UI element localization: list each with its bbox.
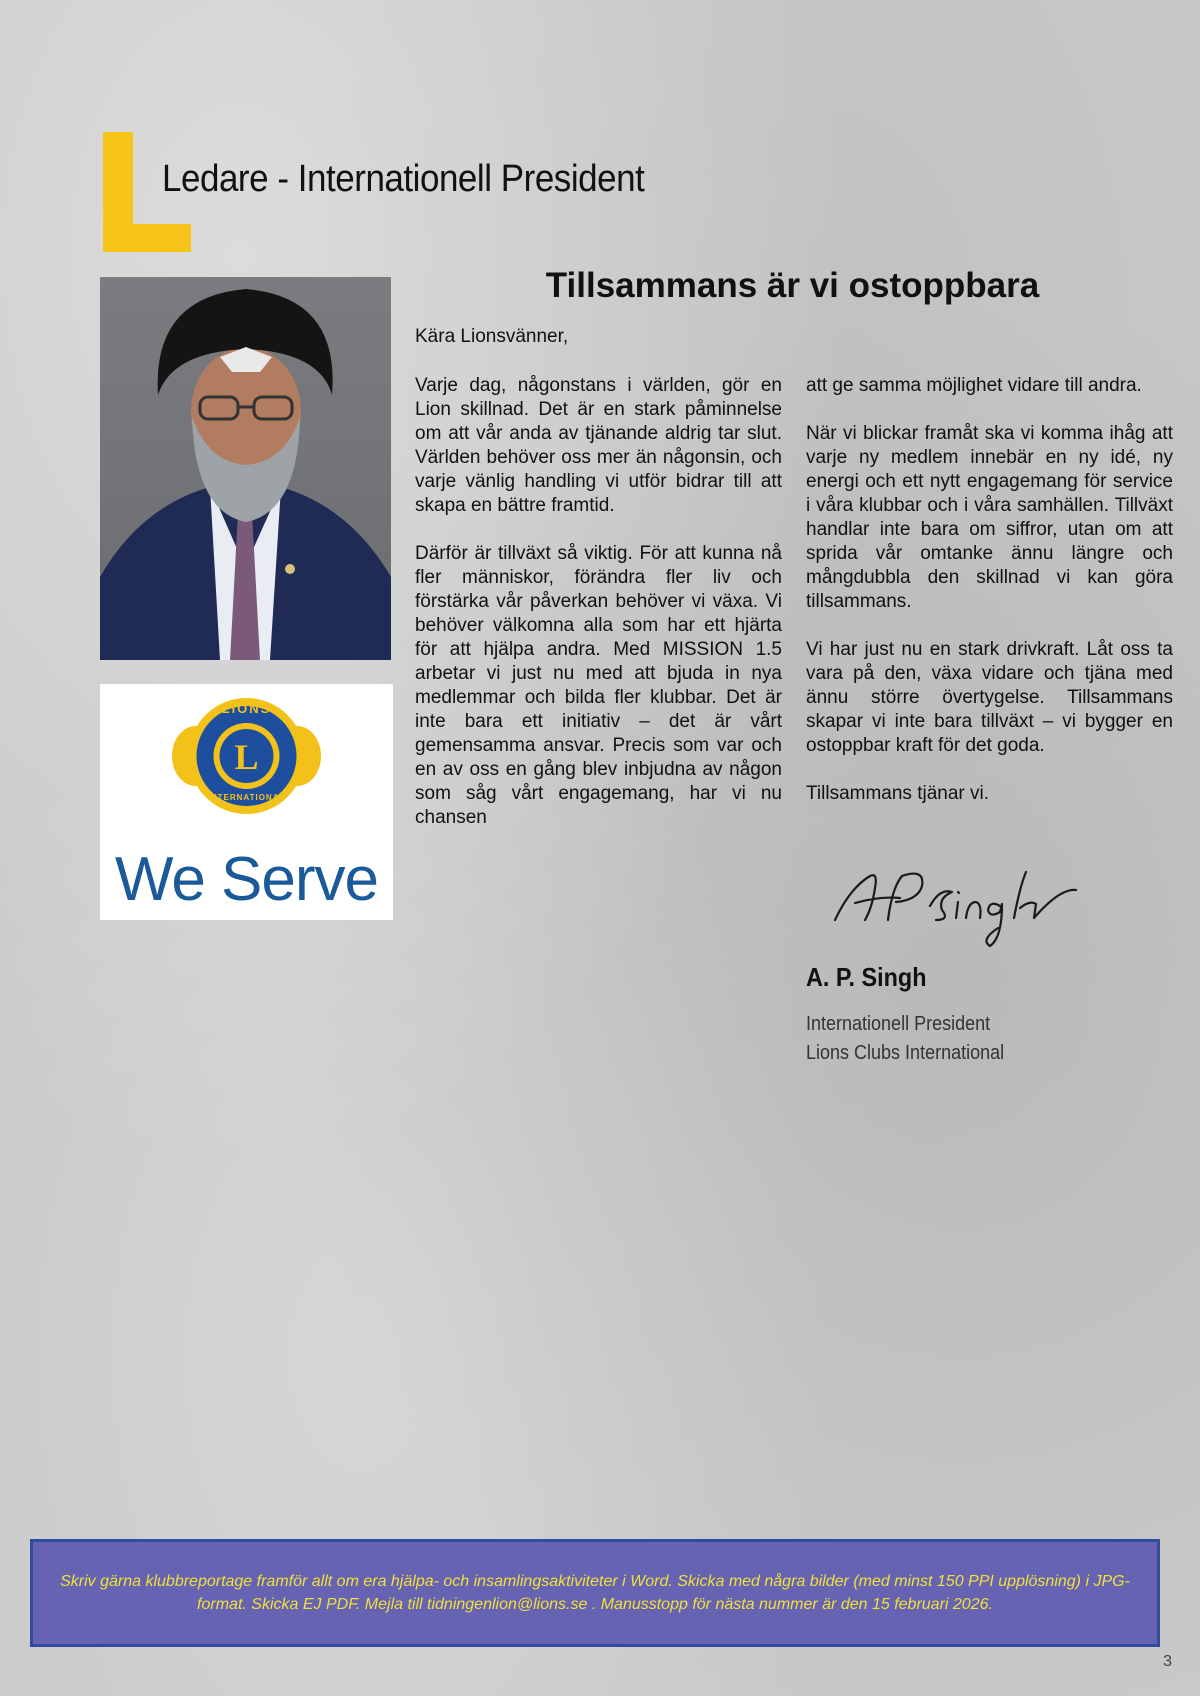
logo-tagline: We Serve <box>114 845 379 914</box>
signatory-role: Internationell President <box>806 1013 991 1035</box>
president-portrait-photo <box>100 277 391 660</box>
section-title: Ledare - Internationell President <box>162 158 645 200</box>
handwritten-signature <box>830 858 1080 948</box>
paragraph: Varje dag, någonstans i världen, gör en Lion skillnad. Det är en stark påminnelse om att vår anda av tjänande aldrig tar slut. Världen behöver oss mer än någonsin, och varje vänlig handling vi utför bidrar till att skapa en bättre framtid. <box>415 375 782 516</box>
paragraph: Vi har just nu en stark drivkraft. Låt oss ta vara på den, växa vidare och tjäna med ännu större övertygelse. Tillsammans skapar vi inte bara tillväxt – vi bygger en ostoppbar kraft för det goda. <box>806 639 1173 756</box>
emblem-letter: L <box>234 737 259 777</box>
lions-logo-panel <box>100 684 393 920</box>
signatory-organization: Lions Clubs International <box>806 1042 1005 1064</box>
submission-notice-text: Skriv gärna klubbreportage framför allt om era hjälpa- och insamlingsaktiviteter i Word. Skicka med några bilder (med minst 150 PPI upplösning) i JPG-format. Skicka EJ PDF. Mejla till tidningenlion@lions.se . Manusstopp för nästa nummer är den 15 februari 2026. <box>60 1573 1130 1613</box>
article-title: Tillsammans är vi ostoppbara <box>545 266 1040 305</box>
paragraph: att ge samma möjlighet vidare till andra. <box>806 375 1142 396</box>
page-number: 3 <box>1163 1653 1172 1670</box>
paragraph: Därför är tillväxt så viktig. För att kunna nå fler människor, förändra fler liv och förstärka vår påverkan behöver vi växa. Vi behöver välkomna alla som har ett hjärta för att hjälpa andra. Med MISSION 1.5 arbetar vi just nu med att bjuda in nya medlemmar och bilda fler klubbar. Det är inte bara ett initiativ – det är vårt gemensamma ansvar. Precis som var och en av oss en gång blev inbjudna av någon som såg vårt engagemang, har vi nu chansen <box>415 543 782 828</box>
emblem-text-bottom: INTERNATIONAL <box>207 793 286 802</box>
submission-notice-box <box>30 1539 1160 1647</box>
paragraph: Tillsammans tjänar vi. <box>806 783 990 804</box>
signatory-name: A. P. Singh <box>806 962 927 992</box>
article-column-right <box>806 374 1173 830</box>
article-greeting: Kära Lionsvänner, <box>415 326 569 347</box>
paragraph: När vi blickar framåt ska vi komma ihåg att varje ny medlem innebär en ny idé, ny energi och ett nytt engagemang för service i våra klubbar och i våra samhällen. Tillväxt handlar inte bara om siffror, utan om att sprida vår omtanke ännu längre och mångdubbla den skillnad vi kan göra tillsammans. <box>806 423 1173 612</box>
article-column-left <box>415 374 782 854</box>
signatory-titles <box>806 1010 1004 1068</box>
emblem-text-top: LIONS <box>221 701 272 716</box>
